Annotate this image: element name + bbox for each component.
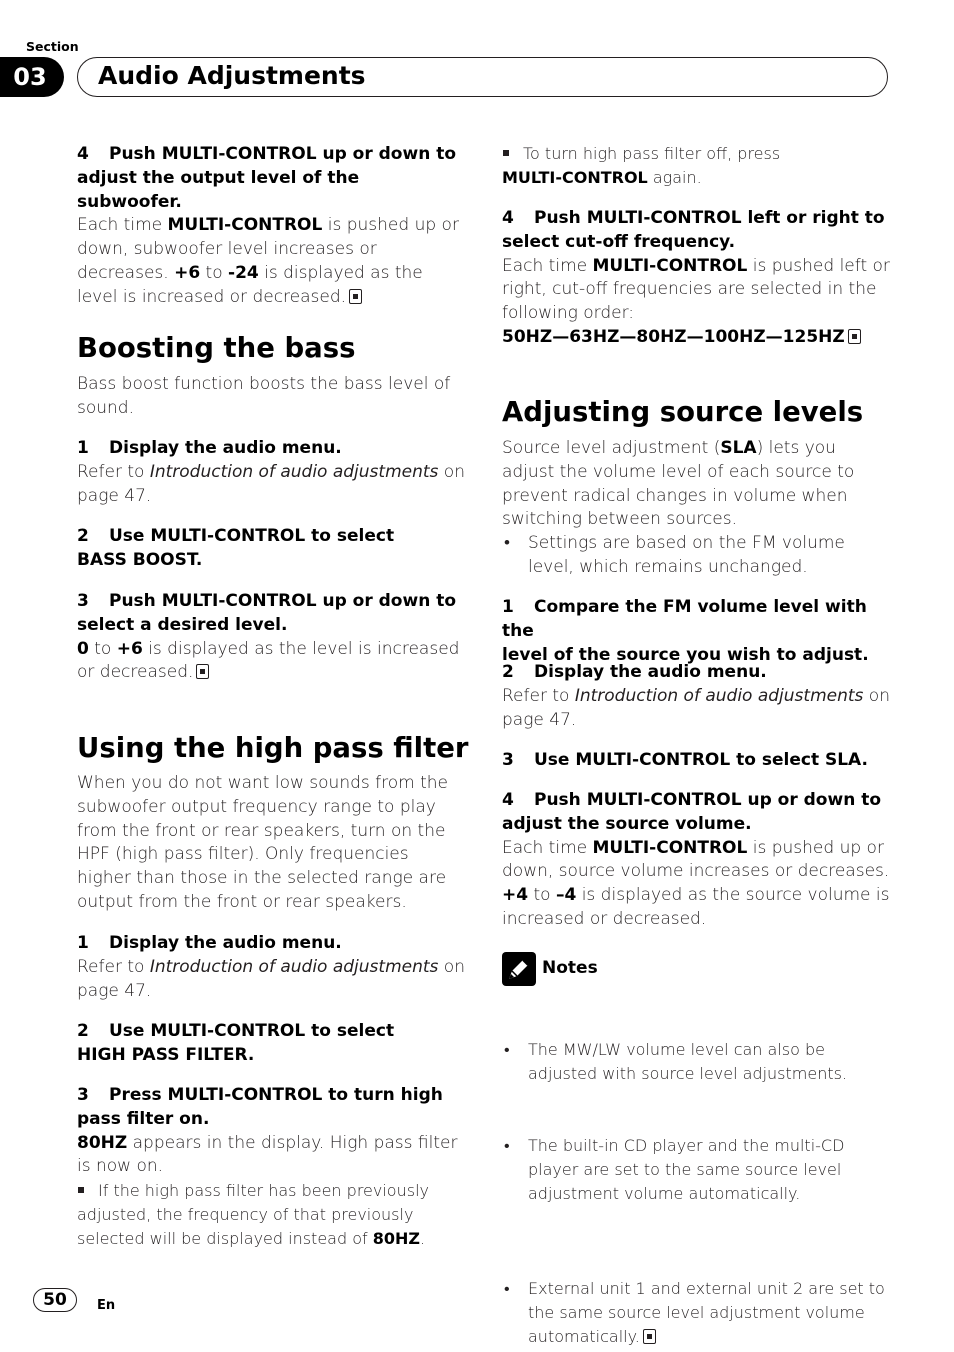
note-item-3: • External unit 1 and external unit 2 are set to the same source level adjustment volume automatically. [502, 1277, 892, 1349]
sla-step-4: 4 Push MULTI-CONTROL up or down to adjust the source volume. Each time MULTI-CONTROL is pushed up or down, source volume increases or decreases. +4 to –4 is displayed as the source volume is increased or decreased. [502, 790, 890, 929]
page-number: 50 [33, 1288, 77, 1312]
section-label: Section [26, 39, 79, 54]
hpf-note: If the high pass filter has been previously adjusted, the frequency of that previously selected will be displayed instead of 80HZ. [77, 1181, 429, 1249]
hpf-step-2: 2 Use MULTI-CONTROL to select HIGH PASS FILTER. [77, 1021, 395, 1065]
hpf-step-1: 1 Display the audio menu. Refer to Introduction of audio adjustments on page 47. [77, 933, 465, 1001]
end-mark-icon [643, 1329, 656, 1344]
boost-intro: Bass boost function boosts the bass level of sound. [77, 374, 451, 418]
notes-label: Notes [542, 958, 598, 979]
cutoff-frequency-order: 50HZ—63HZ—80HZ—100HZ—125HZ [502, 326, 845, 347]
right-column [502, 0, 892, 1346]
end-mark-icon [196, 664, 209, 679]
sla-bullet: • Settings are based on the FM volume level, which remains unchanged. [502, 532, 892, 580]
note-item: • The MW/LW volume level can also be adjusted with source level adjustments. [502, 1038, 892, 1086]
end-mark-icon [848, 329, 861, 344]
note-item: • The built-in CD player and the multi-CD player are set to the same source level adjustment volume automatically. [502, 1134, 892, 1206]
section-title: Audio Adjustments [98, 61, 366, 90]
language-code: En [97, 1298, 116, 1313]
pencil-note-icon [502, 952, 536, 986]
subwoofer-step-4: 4 Push MULTI-CONTROL up or down to adjust the output level of the subwoofer. Each time MULTI-CONTROL is pushed up or down, subwoofer level increases or decreases. +6 to -24 is displayed as the level is increased or decreased. [77, 143, 467, 310]
subwoofer-step-4-body: Each time MULTI-CONTROL is pushed up or down, subwoofer level increases or decreases. +6 to -24 is displayed as the level is increased or decreased. [77, 215, 459, 307]
sla-step-1: 1 Compare the FM volume level with the level of the source you wish to adjust. [502, 597, 869, 665]
square-bullet-icon [503, 150, 509, 156]
end-mark-icon [349, 289, 362, 304]
square-bullet-icon [78, 1187, 84, 1193]
sla-step-3: 3 Use MULTI-CONTROL to select SLA. [502, 750, 868, 770]
boost-step-3: 3 Push MULTI-CONTROL up or down to select a desired level. 0 to +6 is displayed as the level is increased or decreased. [77, 591, 460, 683]
boost-step-2: 2 Use MULTI-CONTROL to select BASS BOOST. [77, 526, 395, 570]
hpf-step-3: 3 Press MULTI-CONTROL to turn high pass filter on. 80HZ appears in the display. High pass filter is now on. If the high pass filter has been previously adjusted, the frequency of that previously selected will be displayed instead of 80HZ. [77, 1084, 467, 1251]
heading-boosting-bass: Boosting the bass [77, 332, 356, 364]
sla-intro: Source level adjustment (SLA) lets you adjust the volume level of each source to prevent radical changes in volume when switching between sources. [502, 438, 855, 530]
sla-step-2: 2 Display the audio menu. Refer to Introduction of audio adjustments on page 47. [502, 662, 890, 730]
heading-adjusting-source-levels: Adjusting source levels [502, 396, 864, 428]
heading-high-pass-filter: Using the high pass filter [77, 732, 469, 764]
hpf-intro: When you do not want low sounds from the subwoofer output frequency range to play from the front or rear speakers, turn on the HPF (high pass filter). Only frequencies higher than those in the selected range are output from the front or rear speakers. [77, 773, 449, 912]
notes-header [502, 952, 892, 986]
hpf-step-4: 4 Push MULTI-CONTROL left or right to select cut-off frequency. Each time MULTI-CONTROL is pushed left or right, cut-off frequencies are selected in the following order: 50HZ—63HZ—80HZ—100HZ—125HZ [502, 208, 890, 347]
section-number: 03 [0, 57, 64, 97]
boost-step-1: 1 Display the audio menu. Refer to Introduction of audio adjustments on page 47. [77, 438, 465, 506]
hpf-off-note: To turn high pass filter off, press MULTI-CONTROL again. [502, 144, 781, 187]
